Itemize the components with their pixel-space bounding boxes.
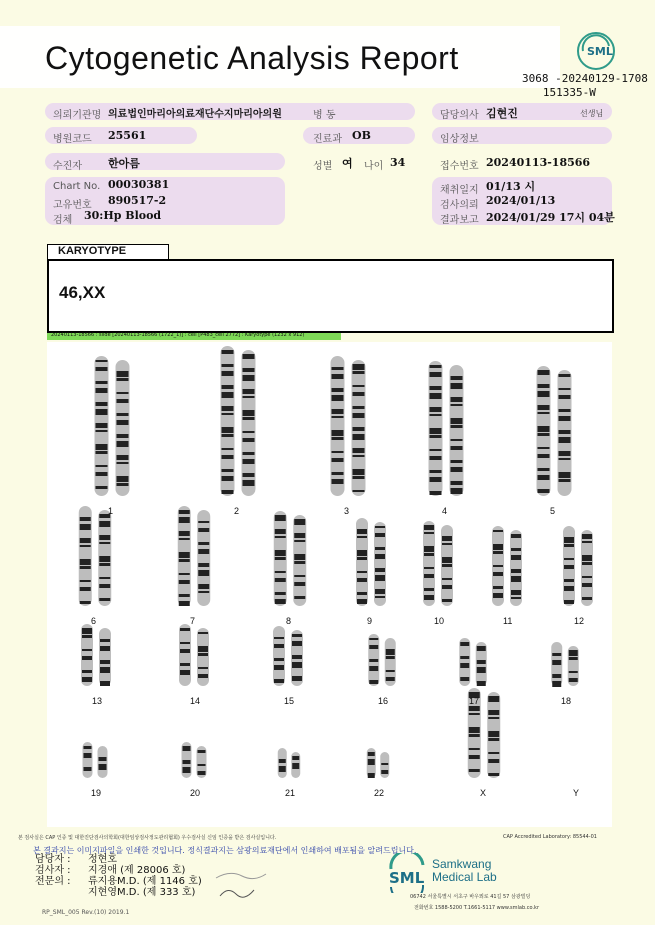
chromosome-pair-21 — [278, 748, 301, 778]
karyogram-image — [47, 342, 612, 827]
chromosome-pair-8 — [274, 511, 307, 606]
logo-text: SML — [587, 45, 613, 58]
chromosome-label-15: 15 — [284, 696, 295, 706]
chromosome-label-10: 10 — [434, 616, 445, 626]
chromosome-pair-3 — [331, 356, 366, 496]
karyotype-result: 46,XX — [59, 283, 106, 302]
ward-label: 병 동 — [313, 110, 336, 121]
staff-name-1: 정현호 — [88, 854, 117, 865]
chromosome-label-4: 4 — [442, 506, 448, 516]
institution-value: 의료법인마리아의료재단수지마리아의원 — [108, 109, 282, 120]
company-line2: Medical Lab — [432, 870, 497, 884]
company-line1: Samkwang — [432, 857, 492, 871]
chromosome-label-16: 16 — [378, 696, 389, 706]
chart-value: 00030381 — [108, 178, 170, 191]
company-phone: 전화번호 1588-5200 T.1661-5117 www.smlab.co.kr — [414, 905, 539, 911]
chromosome-pair-20 — [182, 742, 207, 778]
collection-label: 채취일지 — [440, 185, 479, 196]
patient-label: 수진자 — [53, 161, 82, 172]
receipt-label: 접수번호 — [440, 161, 479, 172]
sml-logo — [577, 32, 615, 70]
specimen-label: 검체 — [53, 215, 73, 226]
karyotype-tab-label: KARYOTYPE — [58, 245, 127, 257]
chromosome-pair-1 — [95, 356, 130, 496]
hospital-code-value: 25561 — [108, 129, 147, 142]
chromosome-label-3: 3 — [344, 506, 350, 516]
samkwang-logo-icon — [385, 853, 429, 893]
chromosome-label-17: 17 — [469, 696, 480, 706]
report-title: Cytogenetic Analysis Report — [45, 40, 459, 76]
chromosome-pair-16 — [368, 634, 396, 686]
chromosome-pair-15 — [273, 626, 303, 686]
print-notice: 본 결과지는 이미지파일을 인쇄한 것입니다. 정식결과지는 삼광의료재단에서 인쇄하여 배포됨을 알려드립니다. — [33, 846, 417, 855]
chromosome-pair-2 — [221, 346, 256, 496]
image-caption-strip — [47, 333, 341, 340]
accreditation-note: 본 검사실은 CAP 인증 및 대한진단검사의학회(대한임상검사정도관리협회) 우수검사실 신임 인증을 받은 검사실입니다. — [18, 835, 277, 841]
staff-role-3: 전문의 : — [35, 876, 71, 887]
chromosome-pair-22 — [367, 748, 390, 778]
hospital-code-label: 병원코드 — [53, 134, 92, 145]
sex-label: 성별 — [313, 161, 333, 172]
staff-name-4: 지현영M.D. (제 333 호) — [88, 887, 196, 898]
doctor-value: 김현진 — [486, 107, 518, 120]
chromosome-pair-11 — [492, 526, 522, 606]
chromosome-pair-10 — [423, 521, 453, 606]
chromosome-pair-17 — [459, 638, 487, 686]
karyotype-tab — [47, 244, 169, 260]
chromosome-label-11: 11 — [503, 616, 513, 626]
age-value: 34 — [390, 156, 406, 169]
chromosome-label-5: 5 — [550, 506, 556, 516]
specimen-value: 30:Hp Blood — [84, 209, 162, 222]
chromosome-label-6: 6 — [91, 616, 97, 626]
age-label: 나이 — [364, 161, 384, 172]
signature-image — [210, 868, 270, 902]
cap-accreditation: CAP Accredited Laboratory: 85544-01 — [503, 834, 597, 840]
unique-label: 고유번호 — [53, 200, 92, 211]
request-label: 검사의뢰 — [440, 200, 479, 211]
report-value: 2024/01/29 17시 04분 — [486, 211, 615, 224]
chromosome-label-1: 1 — [108, 506, 114, 516]
request-value: 2024/01/13 — [486, 194, 556, 207]
karyotype-result-box — [47, 259, 614, 333]
chromosome-pair-4 — [429, 361, 464, 496]
department-label: 진료과 — [313, 134, 342, 145]
chromosome-pair-5 — [537, 366, 572, 496]
chromosome-pair-7 — [178, 506, 211, 606]
chromosome-label-y: Y — [573, 788, 580, 798]
collection-value: 01/13 시 — [486, 180, 536, 193]
company-address: 06742 서울특별시 서초구 바우뫼로 41길 57 삼광빌딩 — [410, 894, 531, 900]
department-value: OB — [352, 129, 371, 142]
receipt-value: 20240113-18566 — [486, 156, 591, 169]
company-name — [432, 858, 497, 884]
chromosome-label-18: 18 — [561, 696, 572, 706]
form-number: RP_SML_005 Rev.(10) 2019.1 — [42, 909, 130, 916]
staff-name-3: 류지용M.D. (제 1146 호) — [88, 876, 202, 887]
chromosome-pair-19 — [83, 742, 108, 778]
chromosome-pair-6 — [79, 506, 112, 606]
sex-value: 여 — [342, 157, 353, 170]
report-number-line2: 151335-W — [542, 86, 596, 99]
chromosome-label-14: 14 — [190, 696, 201, 706]
chromosome-label-20: 20 — [190, 788, 201, 798]
chromosome-label-2: 2 — [234, 506, 240, 516]
chromosome-label-21: 21 — [285, 788, 296, 798]
chromosome-label-22: 22 — [374, 788, 385, 798]
chromosome-pair-13 — [81, 624, 111, 686]
clinical-info-label: 임상정보 — [440, 134, 479, 145]
chromosome-label-7: 7 — [190, 616, 196, 626]
report-number-line1: 3068 -20240129-1708 — [522, 72, 648, 85]
chart-label: Chart No. — [53, 181, 101, 192]
chromosome-label-9: 9 — [367, 616, 373, 626]
staff-name-2: 지경애 (제 28006 호) — [88, 865, 186, 876]
chromosome-pair-18 — [551, 642, 579, 687]
chromosome-pair-14 — [179, 624, 209, 686]
staff-role-2: 검사자 : — [35, 865, 71, 876]
patient-value: 한아름 — [108, 157, 140, 170]
chromosome-pair-9 — [356, 518, 386, 606]
chromosome-label-19: 19 — [91, 788, 102, 798]
image-caption: 20240113-18566 : slide [20240113-18566 (1722_1)] : cell [P483_cell 2772] : Karyotype (1232 x 912) — [51, 332, 305, 338]
doctor-label: 담당의사 — [440, 110, 479, 121]
report-number — [522, 72, 648, 100]
report-label: 결과보고 — [440, 215, 479, 226]
chromosome-label-8: 8 — [286, 616, 292, 626]
chromosome-label-12: 12 — [574, 616, 585, 626]
institution-label: 의뢰기관명 — [53, 110, 102, 121]
svg-text:SML: SML — [389, 869, 425, 887]
unique-value: 890517-2 — [108, 194, 167, 207]
chromosome-pair-12 — [563, 526, 593, 606]
chromosome-label-x: X — [480, 788, 487, 798]
chromosome-label-13: 13 — [92, 696, 103, 706]
doctor-suffix: 선생님 — [580, 109, 604, 118]
karyogram-svg — [47, 342, 612, 827]
staff-role-1: 담당자 : — [35, 854, 71, 865]
